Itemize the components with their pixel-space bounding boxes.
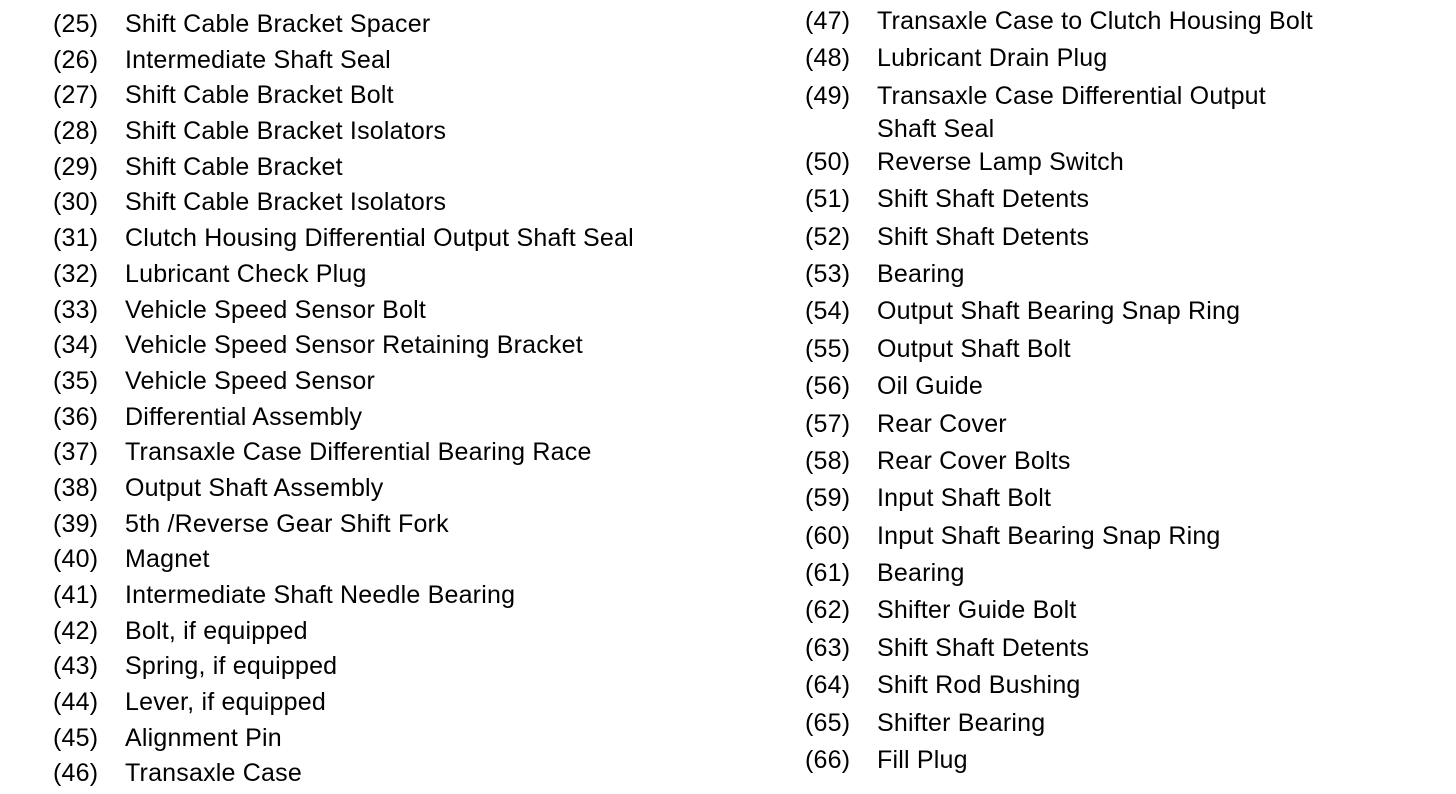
legend-item-number: (61)	[805, 559, 851, 588]
legend-item	[53, 294, 753, 330]
legend-item-label: Lever, if equipped	[125, 688, 326, 717]
legend-item-label: Oil Guide	[877, 372, 984, 401]
legend-item	[805, 221, 1445, 258]
legend-item	[805, 333, 1445, 370]
legend-item	[53, 650, 753, 686]
legend-item-number: (55)	[805, 334, 851, 363]
legend-item-label: Vehicle Speed Sensor	[125, 366, 376, 395]
legend-item-label: Alignment Pin	[125, 723, 282, 752]
legend-item-label: Shift Shaft Detents	[877, 633, 1090, 662]
legend-item	[805, 744, 1445, 781]
legend-item-label: Transaxle Case Differential Output Shaft Seal	[877, 81, 1266, 143]
legend-item	[53, 722, 753, 758]
legend-item-number: (49)	[805, 81, 851, 110]
legend-item	[53, 8, 753, 44]
legend-item-label: Shift Rod Bushing	[877, 671, 1081, 700]
legend-item-number: (60)	[805, 521, 851, 550]
legend-item-number: (40)	[53, 545, 99, 574]
legend-item-label: Input Shaft Bearing Snap Ring	[877, 521, 1221, 550]
legend-item	[53, 757, 753, 793]
legend-item	[53, 436, 753, 472]
legend-item-label: Reverse Lamp Switch	[877, 147, 1124, 176]
legend-item-label: Spring, if equipped	[125, 652, 338, 681]
legend-item-number: (43)	[53, 652, 99, 681]
legend-list	[805, 0, 1445, 781]
legend-item-label: Lubricant Drain Plug	[877, 44, 1108, 73]
legend-item-number: (31)	[53, 224, 99, 253]
legend-item-number: (56)	[805, 372, 851, 401]
legend-item-number: (33)	[53, 295, 99, 324]
legend-item-label: Rear Cover	[877, 409, 1007, 438]
legend-item-number: (29)	[53, 152, 99, 181]
legend-item	[805, 258, 1445, 295]
legend-item	[805, 5, 1445, 42]
legend-item-label: Shifter Bearing	[877, 708, 1046, 737]
legend-item-label: Clutch Housing Differential Output Shaft Seal	[125, 224, 634, 253]
legend-item-number: (32)	[53, 259, 99, 288]
legend-item	[805, 80, 1445, 146]
legend-item-label: Output Shaft Assembly	[125, 473, 384, 502]
legend-item-number: (26)	[53, 45, 99, 74]
legend-item-number: (47)	[805, 7, 851, 35]
legend-item-number: (37)	[53, 438, 99, 467]
legend-list	[53, 0, 753, 793]
legend-item-label: Lubricant Check Plug	[125, 259, 367, 288]
legend-item	[53, 615, 753, 651]
legend-item	[53, 222, 753, 258]
legend-item-label: Shift Shaft Detents	[877, 222, 1090, 251]
legend-item-number: (64)	[805, 671, 851, 700]
legend-item-label: Differential Assembly	[125, 402, 363, 431]
legend-item	[805, 520, 1445, 557]
legend-item-label: Bolt, if equipped	[125, 616, 308, 645]
legend-item-number: (27)	[53, 81, 99, 110]
legend-item-number: (66)	[805, 746, 851, 775]
legend-item	[805, 594, 1445, 631]
legend-item-number: (38)	[53, 473, 99, 502]
legend-item	[805, 482, 1445, 519]
legend-item-number: (36)	[53, 402, 99, 431]
legend-item	[805, 669, 1445, 706]
legend-item-label: Shift Cable Bracket Spacer	[125, 10, 431, 38]
legend-item-number: (28)	[53, 117, 99, 146]
legend-item	[805, 295, 1445, 332]
legend-item-label: Shift Shaft Detents	[877, 185, 1090, 214]
legend-item-label: Shift Cable Bracket Isolators	[125, 117, 447, 146]
legend-item-number: (51)	[805, 185, 851, 214]
legend-item-label: Magnet	[125, 545, 210, 574]
legend-item	[53, 472, 753, 508]
legend-item-label: Output Shaft Bolt	[877, 334, 1071, 363]
legend-item-number: (45)	[53, 723, 99, 752]
legend-item-number: (42)	[53, 616, 99, 645]
legend-item	[805, 183, 1445, 220]
legend-item-number: (30)	[53, 188, 99, 217]
legend-item	[53, 686, 753, 722]
legend-item-number: (58)	[805, 446, 851, 475]
legend-item	[53, 151, 753, 187]
legend-item-label: Input Shaft Bolt	[877, 484, 1052, 513]
legend-item-label: Transaxle Case to Clutch Housing Bolt	[877, 7, 1313, 35]
legend-item	[53, 401, 753, 437]
legend-item-number: (62)	[805, 596, 851, 625]
legend-item-number: (59)	[805, 484, 851, 513]
legend-item-number: (53)	[805, 259, 851, 288]
legend-item-label: Bearing	[877, 259, 965, 288]
legend-item-number: (41)	[53, 581, 99, 609]
legend-item-label: Shifter Guide Bolt	[877, 596, 1077, 625]
legend-item	[805, 146, 1445, 183]
legend-item	[53, 579, 753, 615]
legend-item	[53, 79, 753, 115]
legend-column-left	[53, 0, 753, 793]
legend-item-label: 5th /Reverse Gear Shift Fork	[125, 509, 449, 538]
legend-item-number: (25)	[53, 10, 99, 38]
legend-item	[805, 557, 1445, 594]
legend-item	[53, 508, 753, 544]
legend-item-number: (48)	[805, 44, 851, 73]
legend-item-label: Bearing	[877, 559, 965, 588]
legend-item-label: Output Shaft Bearing Snap Ring	[877, 297, 1241, 326]
legend-item	[805, 445, 1445, 482]
legend-item-number: (52)	[805, 222, 851, 251]
legend-item-label: Intermediate Shaft Needle Bearing	[125, 581, 516, 609]
legend-item	[805, 632, 1445, 669]
legend-item-number: (35)	[53, 366, 99, 395]
legend-item	[805, 408, 1445, 445]
legend-item-number: (50)	[805, 147, 851, 176]
legend-item-number: (57)	[805, 409, 851, 438]
legend-item-number: (46)	[53, 759, 99, 788]
legend-item	[805, 707, 1445, 744]
legend-item	[53, 543, 753, 579]
legend-item-label: Shift Cable Bracket Bolt	[125, 81, 394, 110]
legend-item	[53, 186, 753, 222]
legend-item-label: Intermediate Shaft Seal	[125, 45, 391, 74]
legend-item	[53, 44, 753, 80]
legend-item-number: (39)	[53, 509, 99, 538]
legend-item-number: (44)	[53, 688, 99, 717]
legend-item	[53, 115, 753, 151]
legend-item	[53, 329, 753, 365]
legend-item-number: (63)	[805, 633, 851, 662]
legend-item-label: Vehicle Speed Sensor Retaining Bracket	[125, 331, 583, 360]
legend-item	[53, 365, 753, 401]
legend-item-label: Fill Plug	[877, 746, 968, 775]
legend-item-label: Shift Cable Bracket	[125, 152, 343, 181]
legend-item-label: Transaxle Case	[125, 759, 302, 788]
legend-item-label: Vehicle Speed Sensor Bolt	[125, 295, 427, 324]
legend-item	[805, 370, 1445, 407]
legend-item-label: Rear Cover Bolts	[877, 446, 1071, 475]
legend-item-number: (34)	[53, 331, 99, 360]
legend-item-label: Transaxle Case Differential Bearing Race	[125, 438, 592, 467]
legend-column-right	[805, 0, 1445, 781]
legend-item	[53, 258, 753, 294]
legend-item-number: (65)	[805, 708, 851, 737]
legend-item	[805, 42, 1445, 79]
legend-item-number: (54)	[805, 297, 851, 326]
legend-item-label: Shift Cable Bracket Isolators	[125, 188, 447, 217]
